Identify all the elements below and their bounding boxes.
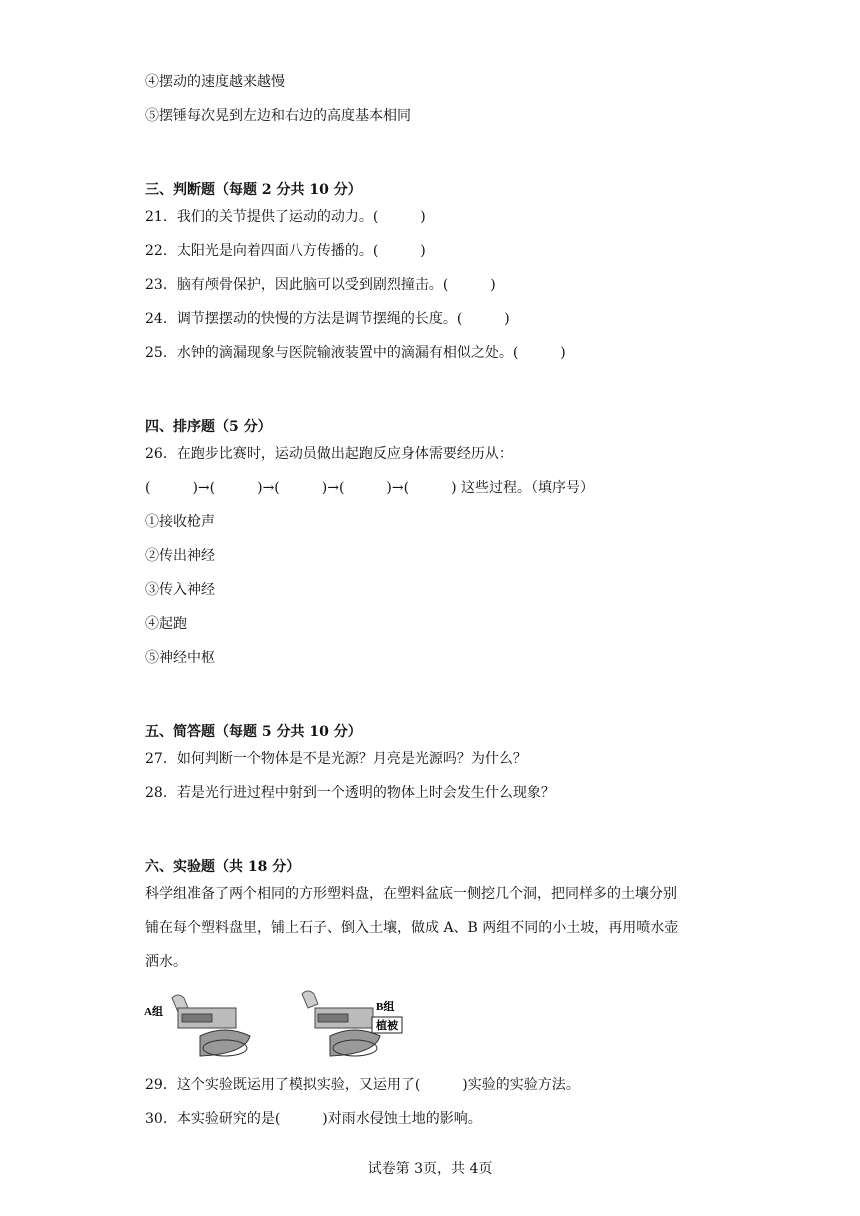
setup-b-illustration [302,991,380,1056]
page-footer: 试卷第 3页，共 4页 [367,1161,493,1177]
sequence-option-2: ②传出神经 [145,548,215,564]
sequence-blanks: ( )→( )→( )→( )→( ) 这些过程。（填序号） [145,480,594,496]
figure-label-a: A组 [144,1006,163,1018]
question-27: 27．如何判断一个物体是不是光源？月亮是光源吗？为什么？ [145,751,527,767]
sequence-option-4: ④起跑 [145,616,187,632]
question-29: 29．这个实验既运用了模拟实验，又运用了( )实验的实验方法。 [145,1077,580,1093]
sequence-option-5: ⑤神经中枢 [145,650,215,666]
question-23: 23．脑有颅骨保护，因此脑可以受到剧烈撞击。( ) [145,277,496,293]
sequence-option-1: ①接收枪声 [145,514,215,530]
question-26: 26．在跑步比赛时，运动员做出起跑反应身体需要经历从： [145,446,513,462]
option-5: ⑤摆锤每次晃到左边和右边的高度基本相同 [145,108,411,124]
experiment-figure [140,990,440,1060]
experiment-paragraph-line1: 科学组准备了两个相同的方形塑料盘，在塑料盆底一侧挖几个洞，把同样多的土壤分别 [145,886,677,902]
question-21: 21．我们的关节提供了运动的动力。( ) [145,209,426,225]
figure-label-b: B组 [376,1001,395,1013]
section3-title: 三、判断题（每题 2 分共 10 分） [145,182,362,198]
option-4: ④摆动的速度越来越慢 [145,74,285,90]
figure-label-vegetation: 植被 [376,1020,398,1032]
section4-title: 四、排序题（5 分） [145,419,272,435]
sequence-option-3: ③传入神经 [145,582,215,598]
question-30: 30．本实验研究的是( )对雨水侵蚀土地的影响。 [145,1111,482,1127]
experiment-paragraph-line3: 洒水。 [145,954,187,970]
setup-a-illustration [172,995,250,1056]
question-28: 28．若是光行进过程中射到一个透明的物体上时会发生什么现象？ [145,785,555,801]
experiment-paragraph-line2: 铺在每个塑料盘里，铺上石子、倒入土壤，做成 A、B 两组不同的小土坡，再用喷水壶 [145,920,679,936]
section6-title: 六、实验题（共 18 分） [145,859,301,875]
section5-title: 五、简答题（每题 5 分共 10 分） [145,724,362,740]
question-22: 22．太阳光是向着四面八方传播的。( ) [145,243,426,259]
question-24: 24．调节摆摆动的快慢的方法是调节摆绳的长度。( ) [145,311,510,327]
question-25: 25．水钟的滴漏现象与医院输液装置中的滴漏有相似之处。( ) [145,345,566,361]
